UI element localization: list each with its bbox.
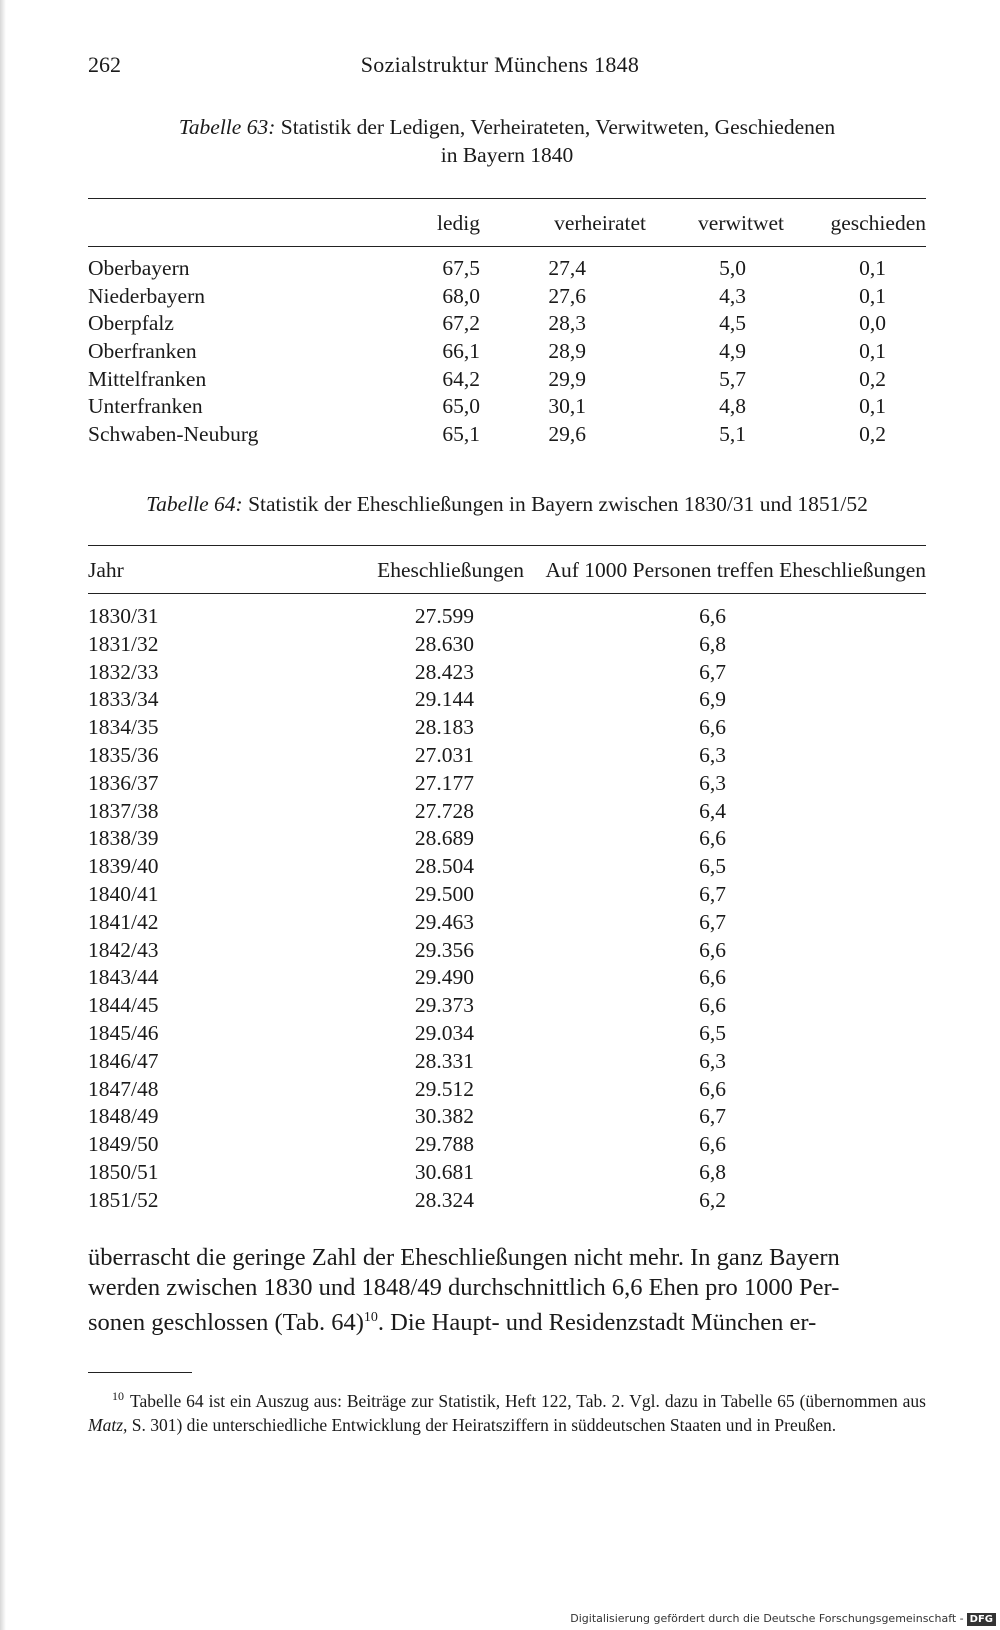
table63-verheiratet: 27,4	[548, 256, 586, 280]
table64-jahr: 1845/46	[88, 1020, 159, 1045]
footnote-paragraph	[88, 1384, 926, 1437]
footnote-separator	[88, 1372, 192, 1373]
table-row	[88, 882, 926, 910]
footnote-text: Tabelle 64 ist ein Auszug aus: Beiträge zur Statistik, Heft 122, Tab. 2. Vgl. dazu in Tabelle 65 (übernommen aus	[130, 1390, 926, 1411]
table64-rate: 6,3	[699, 770, 726, 795]
table64-jahr: 1848/49	[88, 1104, 159, 1129]
table64-rate: 6,6	[699, 1132, 726, 1157]
table64-eheschliessungen: 28.504	[414, 854, 474, 879]
table63-region: Niederbayern	[88, 283, 205, 308]
table63-col-verwitwet: verwitwet	[698, 211, 784, 235]
table63-col-ledig: ledig	[437, 211, 480, 235]
table64-eheschliessungen: 29.144	[414, 687, 474, 712]
table64-eheschliessungen: 27.177	[414, 770, 474, 795]
page-edge-shadow	[0, 0, 6, 1630]
table64-col-jahr: Jahr	[88, 558, 124, 582]
table-row	[88, 311, 926, 339]
table63-verheiratet: 29,6	[548, 422, 586, 447]
table64-jahr: 1840/41	[88, 881, 159, 906]
table64-eheschliessungen: 28.630	[414, 631, 474, 656]
table64-rate: 6,6	[699, 604, 726, 628]
table63-caption	[88, 113, 926, 169]
table64-jahr: 1831/32	[88, 631, 159, 656]
table-row	[88, 1104, 926, 1132]
table64-jahr: 1832/33	[88, 659, 159, 684]
table63-verheiratet: 27,6	[548, 283, 586, 308]
table64-jahr: 1835/36	[88, 742, 159, 767]
table-row	[88, 422, 926, 450]
table63-ledig: 68,0	[442, 283, 480, 308]
table64-rate: 6,6	[699, 715, 726, 740]
table64-label: Tabelle 64:	[146, 492, 243, 516]
table64-rate: 6,7	[699, 909, 726, 934]
table64-eheschliessungen: 29.788	[414, 1132, 474, 1157]
table63-verwitwet: 4,5	[719, 311, 746, 336]
body-line: werden zwischen 1830 und 1848/49 durchschnittlich 6,6 Ehen pro 1000 Per-	[88, 1274, 840, 1301]
body-line-text: . Die Haupt- und Residenzstadt München er-	[377, 1309, 817, 1337]
table-row	[88, 910, 926, 938]
page-header	[0, 52, 1000, 82]
table63-header	[88, 211, 926, 239]
table64-eheschliessungen: 28.331	[414, 1048, 474, 1073]
table64-jahr: 1847/48	[88, 1076, 159, 1101]
table-row	[88, 632, 926, 660]
body-line: überrascht die geringe Zahl der Eheschließungen nicht mehr. In ganz Bayern	[88, 1244, 840, 1271]
table-row	[88, 826, 926, 854]
table-row	[88, 660, 926, 688]
table64-jahr: 1830/31	[88, 604, 159, 628]
table-row	[88, 965, 926, 993]
table-row	[88, 1077, 926, 1105]
table64-eheschliessungen: 27.031	[414, 742, 474, 767]
table64-jahr: 1842/43	[88, 937, 159, 962]
table64-rate: 6,3	[699, 742, 726, 767]
table63-label: Tabelle 63:	[178, 115, 276, 139]
table64-jahr: 1836/37	[88, 770, 159, 795]
table63-title-line1: Statistik der Ledigen, Verheirateten, Verwitweten, Geschiedenen	[280, 115, 836, 139]
table63-top-rule	[88, 198, 926, 199]
table63-ledig: 64,2	[442, 366, 480, 391]
table-row	[88, 938, 926, 966]
table64-header-row	[88, 558, 926, 586]
table64-header	[88, 558, 926, 586]
running-title: Sozialstruktur Münchens 1848	[360, 52, 640, 77]
table64-rate: 6,8	[699, 1159, 726, 1184]
table63-verwitwet: 4,9	[719, 339, 746, 364]
table63-verwitwet: 5,0	[719, 256, 746, 280]
table63-geschieden: 0,2	[859, 366, 886, 391]
table63-verwitwet: 5,7	[719, 366, 746, 391]
table64-eheschliessungen: 27.728	[414, 798, 474, 823]
table-row	[88, 604, 926, 632]
table64-rate: 6,7	[699, 659, 726, 684]
table63-ledig: 66,1	[442, 339, 480, 364]
table-row	[88, 993, 926, 1021]
table63-region: Mittelfranken	[88, 366, 207, 391]
table64-eheschliessungen: 29.034	[414, 1020, 474, 1045]
dfg-logo: DFG	[967, 1613, 996, 1626]
table64-rate: 6,6	[699, 1076, 726, 1101]
table64-rate: 6,7	[699, 881, 726, 906]
table63-ledig: 67,2	[442, 311, 480, 336]
table64-rate: 6,9	[699, 687, 726, 712]
table64-rate: 6,6	[699, 937, 726, 962]
table-row	[88, 1160, 926, 1188]
table64-col-eheschliessungen: Eheschließungen	[377, 558, 524, 582]
page-number: 262	[88, 52, 121, 77]
table63-verwitwet: 4,8	[719, 394, 746, 419]
table63-body	[88, 256, 926, 450]
table-row	[88, 715, 926, 743]
table63-verheiratet: 29,9	[548, 366, 586, 391]
table64-jahr: 1850/51	[88, 1159, 159, 1184]
table64-jahr: 1839/40	[88, 854, 159, 879]
table64-jahr: 1843/44	[88, 965, 159, 990]
table64-rate: 6,6	[699, 993, 726, 1018]
table64-jahr: 1849/50	[88, 1132, 159, 1157]
table64-eheschliessungen: 28.324	[414, 1187, 474, 1212]
table64-eheschliessungen: 29.500	[414, 881, 474, 906]
table64-rate: 6,5	[699, 1020, 726, 1045]
table64-rate: 6,3	[699, 1048, 726, 1073]
table63-region: Oberfranken	[88, 339, 197, 364]
table63-col-verheiratet: verheiratet	[554, 211, 646, 235]
table63-verheiratet: 28,9	[548, 339, 586, 364]
table64-eheschliessungen: 28.689	[414, 826, 474, 851]
table63-region: Oberpfalz	[88, 311, 174, 336]
table64-jahr: 1846/47	[88, 1048, 159, 1073]
table64-header-rule	[88, 593, 926, 594]
table63-title-line2: in Bayern 1840	[440, 143, 574, 167]
footnote-text: S. 301) die unterschiedliche Entwicklung der Heiratsziffern in süddeutschen Staaten und in Preußen.	[127, 1414, 837, 1435]
table64-title: Statistik der Eheschließungen in Bayern zwischen 1830/31 und 1851/52	[248, 492, 868, 516]
body-text	[88, 1243, 926, 1338]
table64-eheschliessungen: 29.356	[414, 937, 474, 962]
table64-rate: 6,2	[699, 1187, 726, 1212]
table63-ledig: 65,0	[442, 394, 480, 419]
footnote-author: Matz,	[88, 1414, 128, 1435]
table63-geschieden: 0,1	[859, 394, 886, 419]
footnote-mark: 10	[112, 1389, 124, 1403]
table64-col-rate: Auf 1000 Personen treffen Eheschließungen	[545, 558, 926, 582]
table-row	[88, 256, 926, 284]
table64-jahr: 1844/45	[88, 993, 159, 1018]
table64-rate: 6,6	[699, 826, 726, 851]
body-line-text: sonen geschlossen (Tab. 64)	[88, 1309, 364, 1337]
table63-geschieden: 0,1	[859, 339, 886, 364]
dfg-banner	[570, 1612, 996, 1626]
table64-eheschliessungen: 28.423	[414, 659, 474, 684]
table-row	[88, 799, 926, 827]
table64-rate: 6,8	[699, 631, 726, 656]
table64-caption	[88, 490, 926, 518]
table63-ledig: 67,5	[442, 256, 480, 280]
table64-eheschliessungen: 29.490	[414, 965, 474, 990]
table64-rate: 6,5	[699, 854, 726, 879]
table64-rate: 6,7	[699, 1104, 726, 1129]
table-row	[88, 367, 926, 395]
table-row	[88, 743, 926, 771]
table63-geschieden: 0,2	[859, 422, 886, 447]
table64-jahr: 1841/42	[88, 909, 159, 934]
body-line	[88, 1303, 926, 1338]
table63-header-rule	[88, 246, 926, 247]
table-row	[88, 771, 926, 799]
table64-rate: 6,4	[699, 798, 726, 823]
table63-ledig: 65,1	[442, 422, 480, 447]
table64-jahr: 1834/35	[88, 715, 159, 740]
table63-verwitwet: 5,1	[719, 422, 746, 447]
table64-eheschliessungen: 29.373	[414, 993, 474, 1018]
table63-region: Unterfranken	[88, 394, 203, 419]
table-row	[88, 339, 926, 367]
table64-body	[88, 604, 926, 1216]
table-row	[88, 1132, 926, 1160]
table64-jahr: 1833/34	[88, 687, 159, 712]
table63-verwitwet: 4,3	[719, 283, 746, 308]
table-row	[88, 284, 926, 312]
table-row	[88, 394, 926, 422]
footnote-reference[interactable]: 10	[363, 1310, 378, 1325]
table-row	[88, 854, 926, 882]
table64-eheschliessungen: 30.382	[414, 1104, 474, 1129]
table64-rate: 6,6	[699, 965, 726, 990]
table64-jahr: 1851/52	[88, 1187, 159, 1212]
table63-col-geschieden: geschieden	[830, 211, 926, 235]
table64-eheschliessungen: 28.183	[414, 715, 474, 740]
table64-jahr: 1837/38	[88, 798, 159, 823]
table-row	[88, 1049, 926, 1077]
table64-eheschliessungen: 29.463	[414, 909, 474, 934]
table63-geschieden: 0,1	[859, 256, 886, 280]
table63-header-row	[88, 211, 926, 239]
table63-geschieden: 0,0	[859, 311, 886, 336]
table64-top-rule	[88, 545, 926, 546]
table-row	[88, 1188, 926, 1216]
table63-region: Schwaben-Neuburg	[88, 422, 259, 447]
table63-verheiratet: 28,3	[548, 311, 586, 336]
table64-eheschliessungen: 29.512	[414, 1076, 474, 1101]
table64-jahr: 1838/39	[88, 826, 159, 851]
table64-eheschliessungen: 30.681	[414, 1159, 474, 1184]
table64-eheschliessungen: 27.599	[414, 604, 474, 628]
footnote	[88, 1384, 926, 1437]
table-row	[88, 687, 926, 715]
table63-region: Oberbayern	[88, 256, 190, 280]
table63-geschieden: 0,1	[859, 283, 886, 308]
table63-verheiratet: 30,1	[548, 394, 586, 419]
banner-text: Digitalisierung gefördert durch die Deutsche Forschungsgemeinschaft -	[570, 1612, 964, 1625]
table-row	[88, 1021, 926, 1049]
